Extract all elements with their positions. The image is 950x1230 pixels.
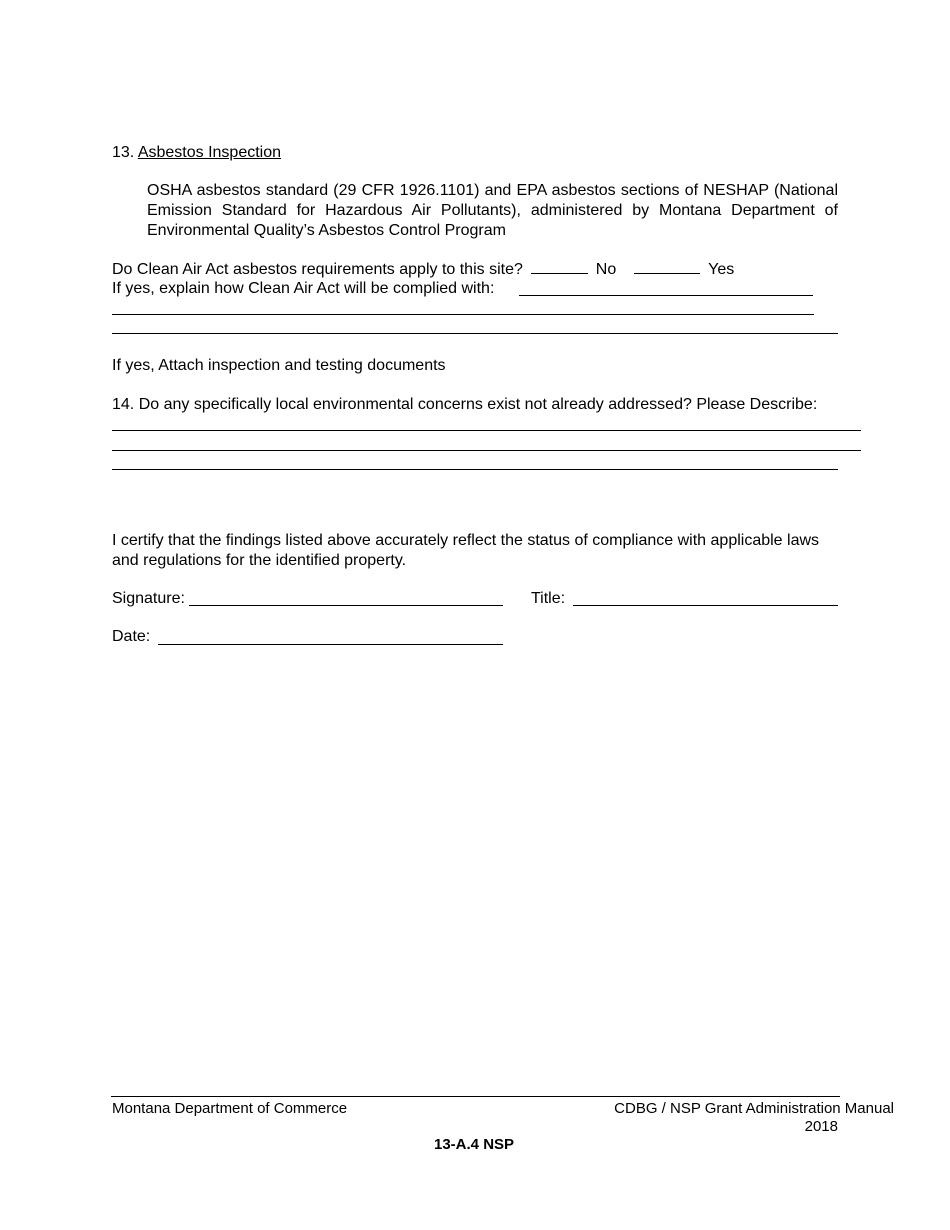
explain-answer-line-3[interactable]: [112, 333, 838, 334]
certification-statement: I certify that the findings listed above accurately reflect the status of compliance with applicable laws and regulations for the identified property.: [112, 532, 820, 569]
title-label: Title:: [531, 590, 566, 607]
signature-label: Signature:: [112, 590, 185, 607]
section-13-heading: [112, 143, 281, 162]
yes-answer-blank[interactable]: [634, 259, 700, 274]
describe-answer-line-3[interactable]: [112, 469, 838, 470]
attach-note: If yes, Attach inspection and testing documents: [112, 357, 446, 374]
no-label: No: [595, 261, 617, 278]
footer-left: Montana Department of Commerce: [112, 1100, 348, 1117]
clean-air-act-question-row: [112, 259, 734, 279]
footer-right-line-2: 2018: [804, 1118, 838, 1135]
title-field[interactable]: [573, 605, 838, 606]
no-answer-blank[interactable]: [531, 259, 588, 274]
section-13-description: OSHA asbestos standard (29 CFR 1926.1101) and EPA asbestos sections of NESHAP (National Emission Standard for Hazardous Air Pollutants), administered by Montana Department of Environmental Quality’s Asbestos Control Program: [147, 182, 838, 239]
explain-answer-line-2[interactable]: [112, 314, 814, 315]
explain-answer-line-1[interactable]: [519, 295, 813, 296]
footer-right-line-1: CDBG / NSP Grant Administration Manual: [614, 1100, 894, 1117]
page-number: 13-A.4 NSP: [434, 1136, 515, 1153]
date-label: Date:: [112, 628, 151, 645]
describe-answer-line-2[interactable]: [112, 450, 861, 451]
section-14-question: 14. Do any specifically local environmental concerns exist not already addressed? Please Describe:: [112, 396, 818, 413]
date-field[interactable]: [158, 644, 503, 645]
footer-rule: [111, 1096, 840, 1097]
describe-answer-line-1[interactable]: [112, 430, 861, 431]
section-13-number: 13.: [112, 144, 135, 161]
clean-air-act-question: Do Clean Air Act asbestos requirements apply to this site?: [112, 261, 523, 278]
explain-prompt: If yes, explain how Clean Air Act will be complied with:: [112, 280, 495, 297]
yes-label: Yes: [708, 261, 735, 278]
signature-field[interactable]: [189, 605, 503, 606]
section-13-title: Asbestos Inspection: [137, 144, 282, 161]
